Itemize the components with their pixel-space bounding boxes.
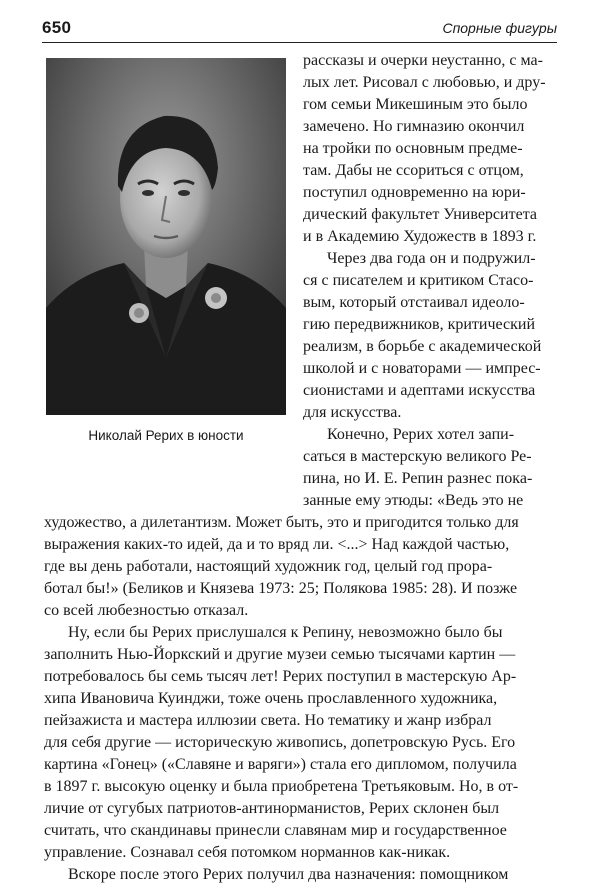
- column-text-line: Конечно, Рерих хотел запи-: [327, 426, 515, 443]
- body-text-line: управление. Сознавал себя потомком норманнов как-никак.: [44, 844, 451, 861]
- column-text-line: там. Дабы не ссориться с отцом,: [303, 162, 524, 179]
- body-text-line: хипа Ивановича Куинджи, тоже очень прославленного художника,: [44, 690, 498, 707]
- page-number: 650: [42, 18, 72, 37]
- body-text-line: считать, что скандинавы принесли славянам мир и государственное: [44, 822, 507, 839]
- body-text-line: Ну, если бы Рерих прислушался к Репину, невозможно было бы: [68, 624, 503, 641]
- body-text-line: потребовалось бы семь тысяч лет! Рерих поступил в мастерскую Ар-: [44, 668, 517, 685]
- column-text-line: саться в мастерскую великого Ре-: [303, 448, 532, 465]
- body-text-line: выражения каких-то идей, да и то вряд ли. <...> Над каждой частью,: [44, 536, 510, 553]
- body-text-line: для себя другие — историческую живопись, допетровскую Русь. Его: [44, 734, 516, 751]
- column-text-line: на тройки по основным предме-: [303, 140, 523, 157]
- running-title: Спорные фигуры: [442, 20, 557, 36]
- body-text-line: со всей любезностью отказал.: [44, 602, 249, 619]
- column-text-line: поступил одновременно на юри-: [303, 184, 526, 201]
- column-text-line: ся с писателем и критиком Стасо-: [303, 272, 534, 289]
- column-text-line: дический факультет Университета: [303, 206, 537, 223]
- column-text-line: гию передвижников, критический: [303, 316, 536, 333]
- page-header: [42, 18, 557, 44]
- header-rule: [42, 42, 557, 43]
- body-text-line: картина «Гонец» («Славяне и варяги») стала его дипломом, получила: [44, 756, 517, 773]
- column-text-line: замечено. Но гимназию окончил: [303, 118, 525, 135]
- column-text-line: и в Академию Художеств в 1893 г.: [303, 228, 537, 245]
- column-text-line: рассказы и очерки неустанно, с ма-: [303, 52, 543, 69]
- body-text-line: личие от сугубых патриотов-антинорманистов, Рерих склонен был: [44, 800, 500, 817]
- body-text-line: где вы день работали, настоящий художник год, целый год прора-: [44, 558, 493, 575]
- column-text-line: пина, но И. Е. Репин разнес пока-: [303, 470, 533, 487]
- body-text-line: Вскоре после этого Рерих получил два назначения: помощником: [68, 866, 509, 883]
- column-text-line: для искусства.: [303, 404, 402, 421]
- body-text-line: в 1897 г. высокую оценку и была приобретена Третьяковым. Но, в от-: [44, 778, 519, 795]
- column-text-line: занные ему этюды: «Ведь это не: [303, 492, 524, 509]
- body-text-line: пейзажиста и мастера иллюзии света. Но тематику и жанр избрал: [44, 712, 492, 729]
- column-text-line: школой и с новаторами — импрес-: [303, 360, 541, 377]
- column-text-line: лых лет. Рисовал с любовью, и дру-: [303, 74, 546, 91]
- column-text-line: сионистами и адептами искусства: [303, 382, 536, 399]
- column-text-line: гом семьи Микешиным это было: [303, 96, 528, 113]
- photo-caption: Николай Рерих в юности: [88, 428, 244, 443]
- body-text-line: ботал бы!» (Беликов и Князева 1973: 25; Полякова 1985: 28). И позже: [44, 580, 518, 597]
- column-text-line: Через два года он и подружил-: [327, 250, 536, 267]
- body-text-line: заполнить Нью-Йоркский и другие музеи семью тысячами картин —: [44, 646, 516, 663]
- column-text-line: вым, который отстаивал идеоло-: [303, 294, 525, 311]
- body-text-line: художество, а дилетантизм. Может быть, это и пригодится только для: [44, 514, 519, 531]
- column-text-line: реализм, в борьбе с академической: [303, 338, 542, 355]
- portrait-photo-icon: [46, 58, 286, 415]
